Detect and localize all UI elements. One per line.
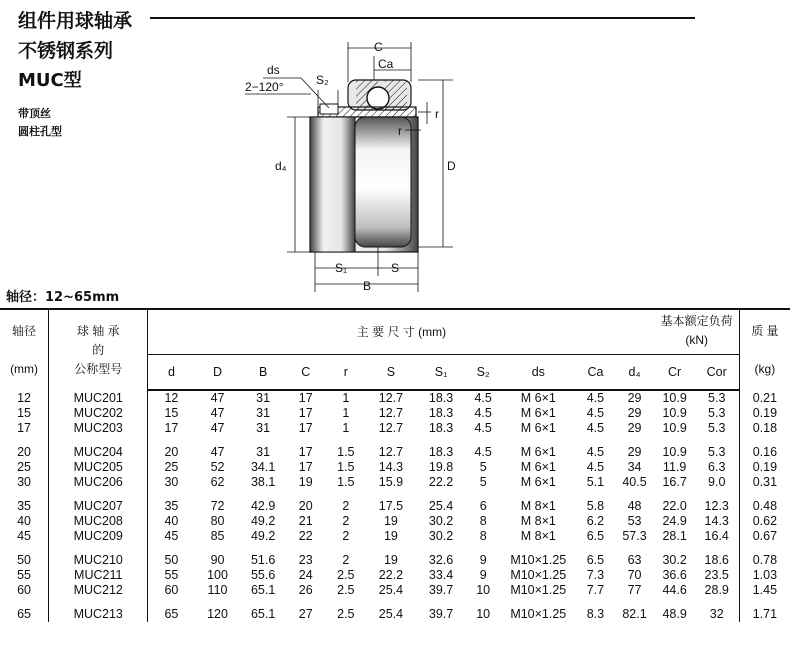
- cell-s: 14.3: [378, 460, 404, 474]
- cell-s2: 6: [479, 499, 487, 513]
- cell-c: 23: [298, 553, 313, 567]
- cell-mass: 0.16: [752, 445, 778, 459]
- cell-model: MUC209: [49, 529, 148, 544]
- dim-label-ds: ds: [267, 63, 280, 77]
- cell-ds: M 8×1: [520, 499, 556, 513]
- cell-s: 15.9: [378, 475, 404, 489]
- col-symbol: C: [286, 355, 326, 391]
- cell-shaft: 55: [0, 568, 49, 583]
- cell-d: 60: [164, 583, 179, 597]
- cell-r: 2.5: [337, 607, 355, 621]
- cell-c: 26: [298, 583, 313, 597]
- cell-model: MUC211: [49, 568, 148, 583]
- cell-ca: 4.5: [586, 391, 605, 405]
- cell-s2: 10: [476, 583, 491, 597]
- cell-d: 80: [210, 514, 225, 528]
- load-title: 基本额定负荷: [660, 314, 733, 328]
- cell-shaft: 40: [0, 514, 49, 529]
- cell-model: MUC203: [49, 421, 148, 436]
- cell-ca: 4.5: [586, 406, 605, 420]
- cell-d4: 77: [627, 583, 642, 597]
- table-row: [0, 460, 790, 475]
- cell-d4: 57.3: [622, 529, 647, 543]
- cell-cor: 32: [695, 607, 740, 622]
- cell-model: MUC212: [49, 583, 148, 598]
- col-symbol: ds: [500, 355, 576, 391]
- cell-r: 1.5: [337, 475, 355, 489]
- cell-ca: 4.5: [586, 445, 605, 459]
- cell-cor: 5.3: [695, 445, 740, 460]
- bearing-diagram: [215, 32, 480, 292]
- spacer-cell: [49, 436, 148, 445]
- col-symbol: d: [148, 355, 195, 391]
- cell-ds: M10×1.25: [510, 607, 567, 621]
- cell-ca: 8.3: [586, 607, 605, 621]
- cell-mass: 0.21: [752, 390, 778, 405]
- cell-s: 19: [383, 514, 398, 528]
- cell-cor: 12.3: [695, 499, 740, 514]
- cell-cor: 28.9: [695, 583, 740, 598]
- cell-s: 19: [383, 553, 398, 567]
- cell-d4: 48: [627, 499, 642, 513]
- cell-shaft: 15: [0, 406, 49, 421]
- cell-c: 21: [298, 514, 313, 528]
- cell-s1: 18.3: [428, 391, 454, 405]
- cell-mass: 0.18: [752, 421, 778, 435]
- cell-d: 15: [164, 406, 179, 420]
- cell-d: 90: [210, 553, 225, 567]
- cell-d: 47: [210, 391, 225, 405]
- cell-s2: 9: [479, 568, 487, 582]
- group-spacer: [0, 544, 790, 553]
- col-symbol: r: [326, 355, 366, 391]
- cell-c: 20: [298, 499, 313, 513]
- table-row: [0, 568, 790, 583]
- spacer-cell: [148, 490, 655, 499]
- cell-d: 20: [164, 445, 179, 459]
- cell-b: 38.1: [250, 475, 276, 489]
- cell-s: 25.4: [378, 583, 404, 597]
- cell-d: 30: [164, 475, 179, 489]
- cell-d: 52: [210, 460, 225, 474]
- cell-s2: 5: [479, 475, 487, 489]
- cell-cr: 22.0: [662, 499, 687, 513]
- cell-d4: 29: [627, 406, 642, 420]
- cell-s2: 4.5: [474, 406, 492, 420]
- dim-label-s1: S₁: [335, 261, 348, 275]
- col-symbol: d₄: [614, 355, 654, 391]
- model-title-1: 球 轴 承: [76, 323, 120, 338]
- col-symbol: S₂: [466, 355, 500, 391]
- table-row: [0, 583, 790, 598]
- cell-b: 51.6: [250, 553, 276, 567]
- cell-ca: 5.1: [586, 475, 605, 489]
- table-row: [0, 475, 790, 490]
- cell-b: 34.1: [250, 460, 276, 474]
- spec-table: [0, 308, 790, 622]
- table-row: [0, 406, 790, 421]
- model-title-2: 的: [92, 342, 105, 357]
- cell-cor: 14.3: [695, 514, 740, 529]
- mass-title: 质 量: [751, 323, 779, 338]
- dims-header: 主 要 尺 寸 (mm): [148, 309, 655, 355]
- cell-model: MUC207: [49, 499, 148, 514]
- cell-model: MUC213: [49, 607, 148, 622]
- cell-shaft: 12: [0, 390, 49, 406]
- spacer-cell: [148, 436, 655, 445]
- cell-s1: 33.4: [428, 568, 454, 582]
- spacer-cell: [739, 598, 790, 607]
- cell-cr: 11.9: [662, 460, 687, 474]
- cell-d4: 29: [627, 445, 642, 459]
- series-title: 不锈钢系列: [18, 40, 114, 62]
- cell-b: 31: [256, 406, 271, 420]
- cell-model: MUC205: [49, 460, 148, 475]
- cell-d: 35: [164, 499, 179, 513]
- cell-d: 45: [164, 529, 179, 543]
- cell-cor: 5.3: [695, 421, 740, 436]
- cell-d4: 34: [627, 460, 642, 474]
- cell-cor: 5.3: [695, 390, 740, 406]
- cell-model: MUC210: [49, 553, 148, 568]
- group-spacer: [0, 598, 790, 607]
- cell-cr: 10.9: [662, 406, 687, 420]
- cell-model: MUC202: [49, 406, 148, 421]
- table-row: [0, 390, 790, 406]
- group-spacer: [0, 436, 790, 445]
- model-title-3: 公称型号: [74, 361, 123, 376]
- cell-shaft: 35: [0, 499, 49, 514]
- spacer-cell: [49, 598, 148, 607]
- cell-mass: 1.45: [752, 583, 778, 597]
- cell-s: 25.4: [378, 607, 404, 621]
- cell-s1: 30.2: [428, 529, 454, 543]
- cell-r: 2: [342, 553, 350, 567]
- dim-label-r-side: r: [398, 124, 402, 138]
- cell-ca: 7.3: [586, 568, 605, 582]
- cell-d: 72: [210, 499, 225, 513]
- cell-r: 2: [342, 499, 350, 513]
- cell-cr: 30.2: [662, 553, 687, 567]
- cell-shaft: 25: [0, 460, 49, 475]
- shaft-unit: (mm): [10, 361, 39, 376]
- col-header-model: [49, 309, 148, 390]
- cell-s2: 8: [479, 529, 487, 543]
- dim-label-s2: S₂: [316, 73, 329, 87]
- cell-c: 17: [298, 406, 313, 420]
- spacer-cell: [0, 436, 49, 445]
- cell-cr: 28.1: [662, 529, 687, 543]
- table-row: [0, 421, 790, 436]
- cell-ds: M 6×1: [520, 445, 556, 459]
- spacer-cell: [49, 490, 148, 499]
- table-row: [0, 445, 790, 460]
- cell-c: 19: [298, 475, 313, 489]
- spacer-cell: [0, 598, 49, 607]
- cell-ds: M 8×1: [520, 514, 556, 528]
- cell-cor: 5.3: [695, 406, 740, 421]
- cell-ds: M10×1.25: [510, 553, 567, 567]
- col-symbol: B: [241, 355, 286, 391]
- cell-b: 65.1: [250, 607, 276, 621]
- cell-cr: 24.9: [662, 514, 687, 528]
- cell-s: 12.7: [378, 445, 404, 459]
- cell-s1: 19.8: [428, 460, 454, 474]
- cell-ds: M 6×1: [520, 475, 556, 489]
- cell-d: 55: [164, 568, 179, 582]
- type-title: MUC型: [18, 70, 82, 91]
- cell-s: 19: [383, 529, 398, 543]
- cell-d: 65: [164, 607, 179, 621]
- cell-model: MUC204: [49, 445, 148, 460]
- dim-label-ca: Ca: [378, 57, 394, 71]
- cell-s1: 39.7: [428, 607, 454, 621]
- cell-d4: 29: [627, 391, 642, 405]
- cell-ca: 7.7: [586, 583, 605, 597]
- cell-shaft: 45: [0, 529, 49, 544]
- cell-s1: 18.3: [428, 406, 454, 420]
- spacer-cell: [655, 598, 740, 607]
- shaft-title: 轴径: [12, 323, 37, 338]
- cell-d: 47: [210, 445, 225, 459]
- cell-s1: 18.3: [428, 445, 454, 459]
- cell-s1: 32.6: [428, 553, 454, 567]
- cell-shaft: 65: [0, 607, 49, 622]
- cell-r: 1: [342, 421, 350, 435]
- cell-d: 17: [164, 421, 179, 435]
- cell-cor: 23.5: [695, 568, 740, 583]
- cell-c: 27: [298, 607, 313, 621]
- cell-shaft: 17: [0, 421, 49, 436]
- cell-b: 31: [256, 421, 271, 435]
- cell-s2: 8: [479, 514, 487, 528]
- cell-d4: 53: [627, 514, 642, 528]
- cell-mass: 1.03: [752, 568, 778, 582]
- cell-s2: 4.5: [474, 391, 492, 405]
- cell-mass: 0.78: [752, 553, 778, 567]
- cell-s: 12.7: [378, 406, 404, 420]
- cell-cr: 10.9: [662, 391, 687, 405]
- cell-cr: 10.9: [662, 445, 687, 459]
- cell-ds: M 6×1: [520, 460, 556, 474]
- cell-d: 40: [164, 514, 179, 528]
- cell-mass: 0.67: [752, 529, 778, 543]
- cell-d4: 82.1: [622, 607, 647, 621]
- dim-label-r-top: r: [435, 107, 439, 121]
- col-symbol: S: [366, 355, 416, 391]
- spacer-cell: [739, 436, 790, 445]
- cell-b: 42.9: [250, 499, 276, 513]
- cell-d: 47: [210, 406, 225, 420]
- cell-ca: 4.5: [586, 460, 605, 474]
- cell-cr: 48.9: [662, 607, 687, 621]
- cell-s1: 25.4: [428, 499, 454, 513]
- bore-range-label: 轴径：12~65mm: [6, 290, 120, 305]
- cell-c: 24: [298, 568, 313, 582]
- spacer-cell: [0, 490, 49, 499]
- cell-cor: 9.0: [695, 475, 740, 490]
- spacer-cell: [655, 490, 740, 499]
- cell-b: 31: [256, 445, 271, 459]
- cell-d: 62: [210, 475, 225, 489]
- cell-r: 2: [342, 514, 350, 528]
- feature-note-bore-type: 圆柱孔型: [18, 125, 62, 138]
- cell-c: 17: [298, 421, 313, 435]
- cell-d: 50: [164, 553, 179, 567]
- title-rule: [150, 17, 695, 19]
- table-row: [0, 514, 790, 529]
- spacer-cell: [148, 598, 655, 607]
- col-symbol: D: [194, 355, 240, 391]
- cell-d: 47: [210, 421, 225, 435]
- spacer-cell: [49, 544, 148, 553]
- cell-d: 25: [164, 460, 179, 474]
- cell-mass: 0.62: [752, 514, 778, 528]
- cell-ds: M10×1.25: [510, 583, 567, 597]
- cell-mass: 1.71: [752, 607, 778, 621]
- cell-shaft: 20: [0, 445, 49, 460]
- cell-d4: 70: [627, 568, 642, 582]
- cell-s2: 4.5: [474, 445, 492, 459]
- page-title: 组件用球轴承: [18, 10, 133, 32]
- cell-d4: 63: [627, 553, 642, 567]
- cell-model: MUC208: [49, 514, 148, 529]
- cell-d: 85: [210, 529, 225, 543]
- cell-r: 1: [342, 391, 350, 405]
- cell-b: 55.6: [250, 568, 276, 582]
- cell-cor: 6.3: [695, 460, 740, 475]
- cell-r: 1.5: [337, 445, 355, 459]
- cell-r: 2: [342, 529, 350, 543]
- spacer-cell: [148, 544, 655, 553]
- cell-mass: 0.31: [752, 475, 778, 489]
- table-row: [0, 553, 790, 568]
- spacer-cell: [655, 436, 740, 445]
- dim-label-s: S: [391, 261, 400, 275]
- spacer-cell: [739, 490, 790, 499]
- cell-b: 49.2: [250, 514, 276, 528]
- dim-label-angle: 2−120°: [245, 80, 284, 94]
- cell-s: 12.7: [378, 391, 404, 405]
- cell-s: 17.5: [378, 499, 404, 513]
- cell-shaft: 50: [0, 553, 49, 568]
- cell-s1: 18.3: [428, 421, 454, 435]
- group-spacer: [0, 490, 790, 499]
- col-header-shaft: [0, 309, 49, 390]
- table-row: [0, 499, 790, 514]
- cell-cr: 44.6: [662, 583, 687, 597]
- cell-r: 1: [342, 406, 350, 420]
- cell-ca: 6.5: [586, 553, 605, 567]
- cell-d4: 29: [627, 421, 642, 435]
- cell-shaft: 30: [0, 475, 49, 490]
- cell-ds: M 6×1: [520, 421, 556, 435]
- cell-ca: 4.5: [586, 421, 605, 435]
- load-unit: (kN): [685, 333, 709, 347]
- cell-c: 17: [298, 445, 313, 459]
- cell-c: 17: [298, 391, 313, 405]
- cell-ds: M10×1.25: [510, 568, 567, 582]
- col-symbol: Cr: [655, 355, 695, 391]
- load-header: [655, 309, 740, 355]
- cell-d: 100: [207, 568, 228, 582]
- cell-model: MUC201: [49, 390, 148, 406]
- cell-d4: 40.5: [622, 475, 647, 489]
- dim-label-b: B: [363, 279, 372, 292]
- cell-s: 22.2: [378, 568, 404, 582]
- mass-unit: (kg): [754, 361, 776, 376]
- cell-b: 31: [256, 391, 271, 405]
- cell-s1: 30.2: [428, 514, 454, 528]
- cell-ds: M 6×1: [520, 391, 556, 405]
- cell-mass: 0.48: [752, 499, 778, 513]
- dim-label-d4: d₄: [275, 159, 287, 173]
- cell-r: 2.5: [337, 568, 355, 582]
- cell-shaft: 60: [0, 583, 49, 598]
- col-header-mass: [739, 309, 790, 390]
- spacer-cell: [0, 544, 49, 553]
- cell-ds: M 8×1: [520, 529, 556, 543]
- cell-s1: 39.7: [428, 583, 454, 597]
- cell-s: 12.7: [378, 421, 404, 435]
- cell-s2: 9: [479, 553, 487, 567]
- cell-cr: 36.6: [662, 568, 687, 582]
- spacer-cell: [655, 544, 740, 553]
- cell-cor: 18.6: [695, 553, 740, 568]
- cell-ca: 6.5: [586, 529, 605, 543]
- cell-s2: 10: [476, 607, 491, 621]
- cell-r: 2.5: [337, 583, 355, 597]
- cell-ds: M 6×1: [520, 406, 556, 420]
- cell-c: 17: [298, 460, 313, 474]
- cell-cr: 16.7: [662, 475, 687, 489]
- table-row: [0, 529, 790, 544]
- cell-cr: 10.9: [662, 421, 687, 435]
- cell-mass: 0.19: [752, 460, 778, 474]
- cell-b: 49.2: [250, 529, 276, 543]
- dim-label-outer-d: D: [447, 159, 456, 173]
- cell-b: 65.1: [250, 583, 276, 597]
- col-symbol: Cor: [695, 355, 740, 391]
- cell-ca: 5.8: [586, 499, 605, 513]
- cell-s1: 22.2: [428, 475, 454, 489]
- table-row: [0, 607, 790, 622]
- col-symbol: S₁: [416, 355, 466, 391]
- cell-d: 110: [207, 583, 228, 597]
- cell-s2: 5: [479, 460, 487, 474]
- col-symbol: Ca: [576, 355, 614, 391]
- cell-r: 1.5: [337, 460, 355, 474]
- cell-c: 22: [298, 529, 313, 543]
- cell-cor: 16.4: [695, 529, 740, 544]
- cell-mass: 0.19: [752, 406, 778, 420]
- spacer-cell: [739, 544, 790, 553]
- cell-d: 12: [164, 391, 179, 405]
- cell-ca: 6.2: [586, 514, 605, 528]
- feature-note-set-screw: 带顶丝: [18, 107, 51, 120]
- cell-s2: 4.5: [474, 421, 492, 435]
- dim-label-c: C: [374, 40, 383, 54]
- cell-d: 120: [207, 607, 228, 621]
- cell-model: MUC206: [49, 475, 148, 490]
